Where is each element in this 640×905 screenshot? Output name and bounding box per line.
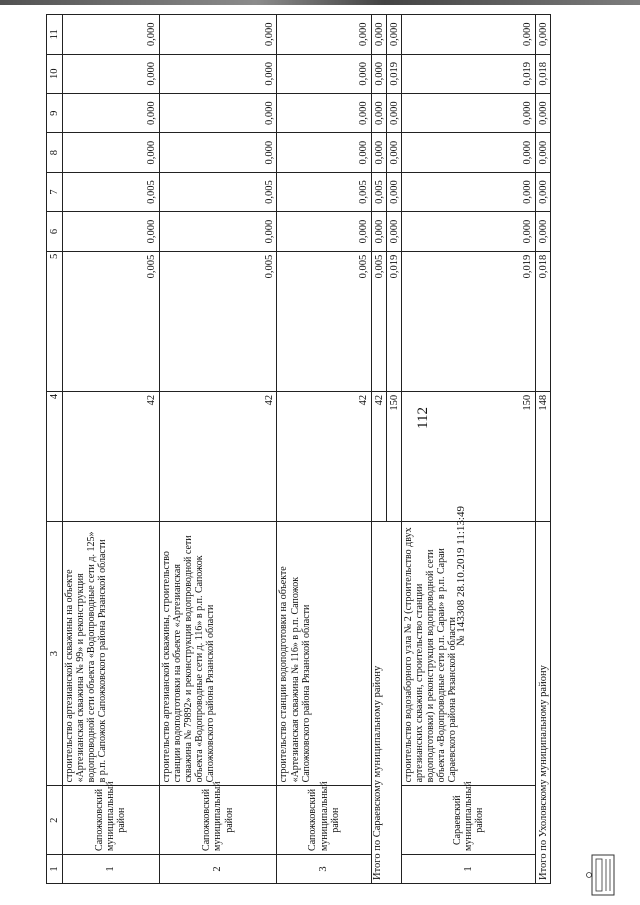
- value-cell: 0,000: [401, 172, 536, 211]
- col-header: 8: [47, 133, 63, 172]
- value-cell: 0,000: [536, 94, 551, 133]
- municipality-cell: Сапожковский муниципальный район: [62, 786, 159, 855]
- total-row-a: [372, 15, 387, 884]
- value-cell: 0,019: [401, 54, 536, 93]
- description-cell: строительство станции водоподготовки на объекте «Артезианская скважина № 116» в р.п. Сапожок Сапожковского района Рязанской области: [277, 521, 372, 786]
- value-cell: 0,000: [62, 212, 159, 251]
- value-cell: 0,000: [372, 15, 387, 55]
- value-cell: 0,005: [277, 172, 372, 211]
- value-cell: 0,000: [372, 94, 387, 133]
- value-cell: 0,000: [277, 15, 372, 55]
- row-number: 1: [62, 854, 159, 883]
- col-header: 1: [47, 854, 63, 883]
- value-cell: 150: [386, 391, 401, 521]
- value-cell: 0,000: [62, 15, 159, 55]
- value-cell: 42: [62, 391, 159, 521]
- value-cell: 0,000: [386, 212, 401, 251]
- value-cell: 0,000: [62, 54, 159, 93]
- col-header: 4: [47, 391, 63, 521]
- stamp-icon: [586, 853, 620, 899]
- value-cell: 0,000: [159, 54, 277, 93]
- value-cell: 0,005: [372, 172, 387, 211]
- document-registration-note: № 143308 28.10.2019 11:13:49: [455, 506, 467, 646]
- col-header: 3: [47, 521, 63, 786]
- value-cell: 148: [536, 391, 551, 521]
- value-cell: 0,000: [401, 133, 536, 172]
- col-header: 7: [47, 172, 63, 211]
- rotated-table-wrapper: [46, 14, 551, 884]
- value-cell: 0,000: [536, 172, 551, 211]
- row-number: 2: [159, 854, 277, 883]
- value-cell: 0,005: [62, 251, 159, 391]
- value-cell: 0,018: [536, 251, 551, 391]
- col-header: 2: [47, 786, 63, 855]
- col-header: 10: [47, 54, 63, 93]
- value-cell: 0,019: [386, 54, 401, 93]
- value-cell: 0,000: [401, 15, 536, 55]
- value-cell: 42: [159, 391, 277, 521]
- table-row: [159, 15, 277, 884]
- value-cell: 0,000: [372, 133, 387, 172]
- value-cell: 0,005: [277, 251, 372, 391]
- data-table: [46, 14, 551, 884]
- value-cell: 0,000: [386, 133, 401, 172]
- value-cell: 0,000: [386, 172, 401, 211]
- municipality-cell: Сапожковский муниципальный район: [277, 786, 372, 855]
- value-cell: 0,019: [386, 251, 401, 391]
- value-cell: 0,000: [159, 212, 277, 251]
- page-number: 112: [415, 407, 431, 429]
- value-cell: 0,000: [62, 133, 159, 172]
- value-cell: 0,000: [159, 94, 277, 133]
- value-cell: 42: [277, 391, 372, 521]
- value-cell: 0,000: [372, 54, 387, 93]
- value-cell: 0,000: [386, 15, 401, 55]
- col-header: 5: [47, 251, 63, 391]
- value-cell: 0,000: [372, 212, 387, 251]
- total-label: Итого по Сараевскому муниципальному району: [372, 521, 401, 883]
- header-row: [47, 15, 63, 884]
- value-cell: 0,000: [159, 133, 277, 172]
- total-row: [536, 15, 551, 884]
- value-cell: 0,000: [62, 94, 159, 133]
- table-row: [277, 15, 372, 884]
- municipality-cell: Сараевский муниципальный район: [401, 786, 536, 855]
- table-row: [62, 15, 159, 884]
- col-header: 6: [47, 212, 63, 251]
- value-cell: 0,000: [277, 133, 372, 172]
- value-cell: 0,005: [372, 251, 387, 391]
- col-header: 9: [47, 94, 63, 133]
- value-cell: 0,000: [277, 54, 372, 93]
- value-cell: 0,000: [536, 212, 551, 251]
- value-cell: 42: [372, 391, 387, 521]
- value-cell: 0,000: [401, 212, 536, 251]
- value-cell: 0,000: [277, 94, 372, 133]
- row-number: 1: [401, 854, 536, 883]
- value-cell: 0,000: [536, 15, 551, 55]
- value-cell: 0,005: [159, 251, 277, 391]
- value-cell: 150: [401, 391, 536, 521]
- description-cell: строительство артезианской скважины на объекте «Артезианская скважина № 99» и реконструкция водопроводной сети объекта «Водопроводные сети д. 125» в р.п. Сапожок Сапожковского района Рязанской области: [62, 521, 159, 786]
- col-header: 11: [47, 15, 63, 55]
- value-cell: 0,018: [536, 54, 551, 93]
- value-cell: 0,000: [386, 94, 401, 133]
- row-number: 3: [277, 854, 372, 883]
- value-cell: 0,000: [401, 94, 536, 133]
- value-cell: 0,005: [62, 172, 159, 211]
- scan-edge: [0, 0, 640, 5]
- description-cell: строительство водозаборного узла № 2 (строительство двух артезианских скважин, строительство станции водоподготовки) и реконструкция водопроводной сети объекта «Водопроводные сети р.п. Сараи» в р.п. Сараи Сараевского района Рязанской области: [401, 521, 536, 786]
- value-cell: 0,000: [159, 15, 277, 55]
- value-cell: 0,000: [536, 133, 551, 172]
- municipality-cell: Сапожковский муниципальный район: [159, 786, 277, 855]
- total-label: Итого по Ухоловскому муниципальному району: [536, 521, 551, 883]
- value-cell: 0,005: [159, 172, 277, 211]
- value-cell: 0,000: [277, 212, 372, 251]
- value-cell: 0,019: [401, 251, 536, 391]
- description-cell: строительство артезианской скважины, строительство станции водоподготовки на объекте «Артезианская скважина № 79892» и реконструкция водопроводной сети объекта «Водопроводные сети д. 116» в р.п. Сапожок Сапожковского района Рязанской области: [159, 521, 277, 786]
